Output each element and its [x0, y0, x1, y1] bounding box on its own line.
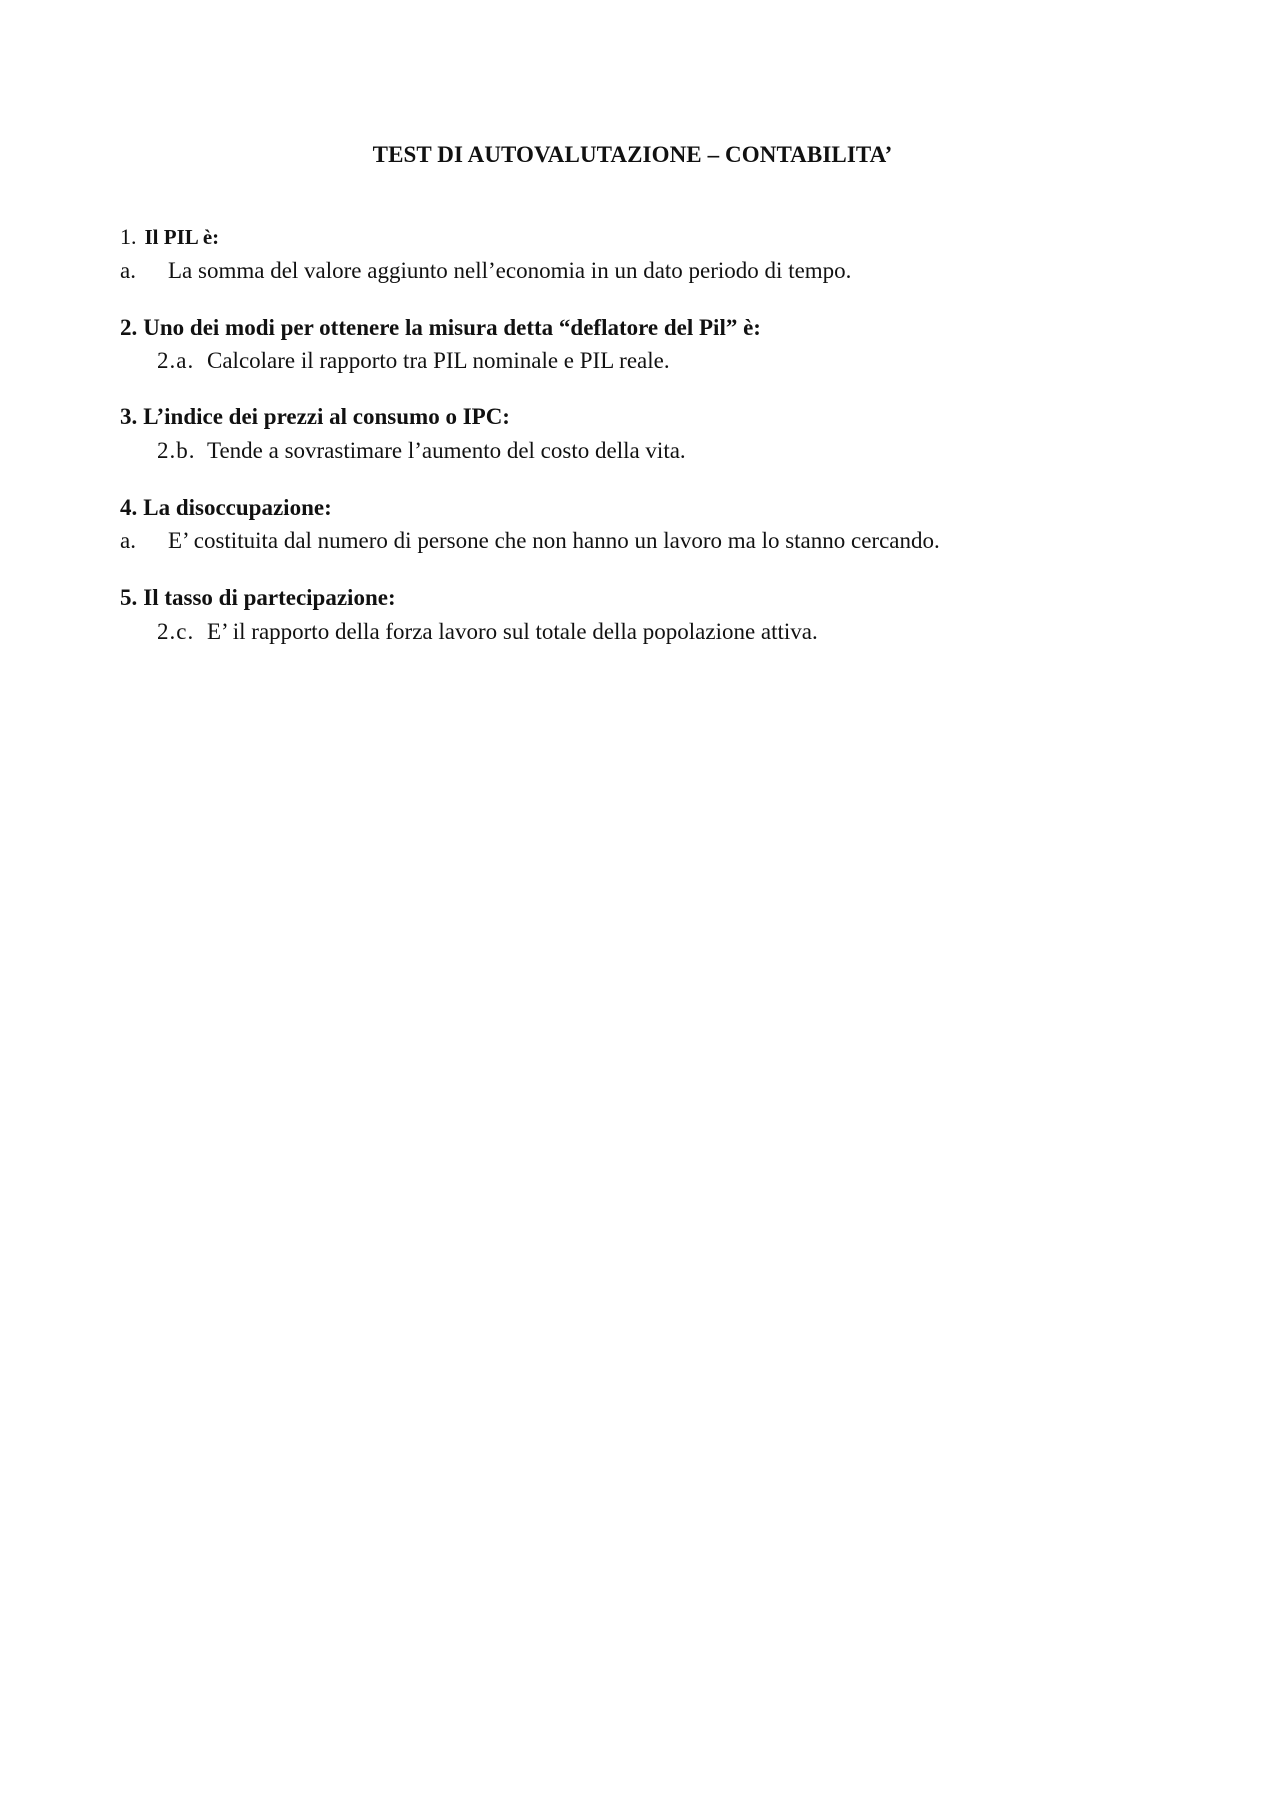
answer-text: La somma del valore aggiunto nell’economia in un dato periodo di tempo.: [168, 258, 852, 283]
question-number: 3.: [120, 404, 138, 429]
question-2: [120, 315, 761, 341]
question-1: [120, 224, 219, 250]
question-3: [120, 404, 510, 430]
answer-2: [157, 348, 670, 374]
question-text: Il tasso di partecipazione:: [143, 585, 396, 610]
answer-text: E’ costituita dal numero di persone che non hanno un lavoro ma lo stanno cercando.: [168, 528, 940, 553]
answer-3: [157, 438, 686, 464]
question-text: L’indice dei prezzi al consumo o IPC:: [143, 404, 510, 429]
question-text: La disoccupazione:: [143, 495, 332, 520]
answer-text: E’ il rapporto della forza lavoro sul totale della popolazione attiva.: [207, 619, 818, 644]
answer-marker: 2.a.: [157, 348, 195, 373]
answer-marker: 2.b.: [157, 438, 196, 463]
question-number: 4.: [120, 495, 138, 520]
answer-marker: a.: [120, 258, 136, 283]
answer-text: Tende a sovrastimare l’aumento del costo della vita.: [207, 438, 686, 463]
answer-text: Calcolare il rapporto tra PIL nominale e PIL reale.: [207, 348, 670, 373]
document-title: TEST DI AUTOVALUTAZIONE – CONTABILITA’: [372, 142, 893, 167]
answer-marker: a.: [120, 528, 136, 553]
question-5: [120, 585, 396, 611]
answer-marker: 2.c.: [157, 619, 195, 644]
question-number: 5.: [120, 585, 138, 610]
question-text: Il PIL è:: [144, 225, 220, 249]
question-number: 1.: [120, 224, 137, 249]
question-4: [120, 495, 332, 521]
answer-5: [157, 619, 818, 645]
question-number: 2.: [120, 315, 138, 340]
answer-1: [120, 258, 851, 284]
answer-4: [120, 528, 940, 554]
question-text: Uno dei modi per ottenere la misura detta “deflatore del Pil” è:: [143, 315, 761, 340]
